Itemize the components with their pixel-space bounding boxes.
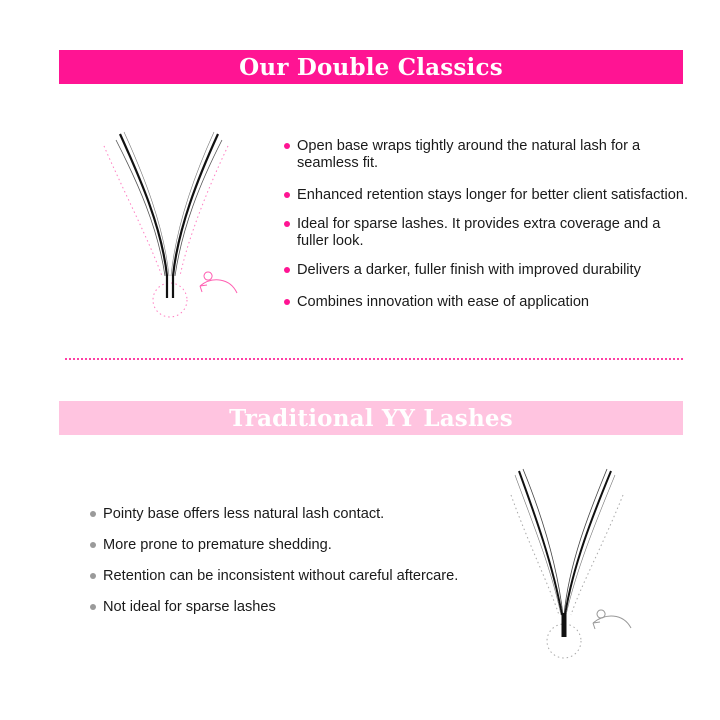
double-classics-benefits-list xyxy=(284,138,694,311)
list-item: Open base wraps tightly around the natural lash for a seamless fit. xyxy=(284,138,694,172)
double-classics-banner xyxy=(59,50,683,84)
section-divider xyxy=(65,358,683,360)
traditional-yy-drawbacks-list xyxy=(90,506,510,616)
traditional-yy-banner xyxy=(59,401,683,435)
list-item: Enhanced retention stays longer for better client satisfaction. xyxy=(284,187,694,204)
list-item: Delivers a darker, fuller finish with improved durability xyxy=(284,262,694,279)
list-item: More prone to premature shedding. xyxy=(90,537,510,554)
list-item: Ideal for sparse lashes. It provides extra coverage and a fuller look. xyxy=(284,216,694,250)
traditional-yy-title: Traditional YY Lashes xyxy=(229,404,513,432)
double-classic-lash-icon xyxy=(100,128,245,328)
yy-lash-icon xyxy=(505,465,645,665)
list-item: Pointy base offers less natural lash contact. xyxy=(90,506,510,523)
list-item: Not ideal for sparse lashes xyxy=(90,599,510,616)
list-item: Combines innovation with ease of application xyxy=(284,294,694,311)
double-classics-title: Our Double Classics xyxy=(239,53,503,81)
list-item: Retention can be inconsistent without careful aftercare. xyxy=(90,568,510,585)
